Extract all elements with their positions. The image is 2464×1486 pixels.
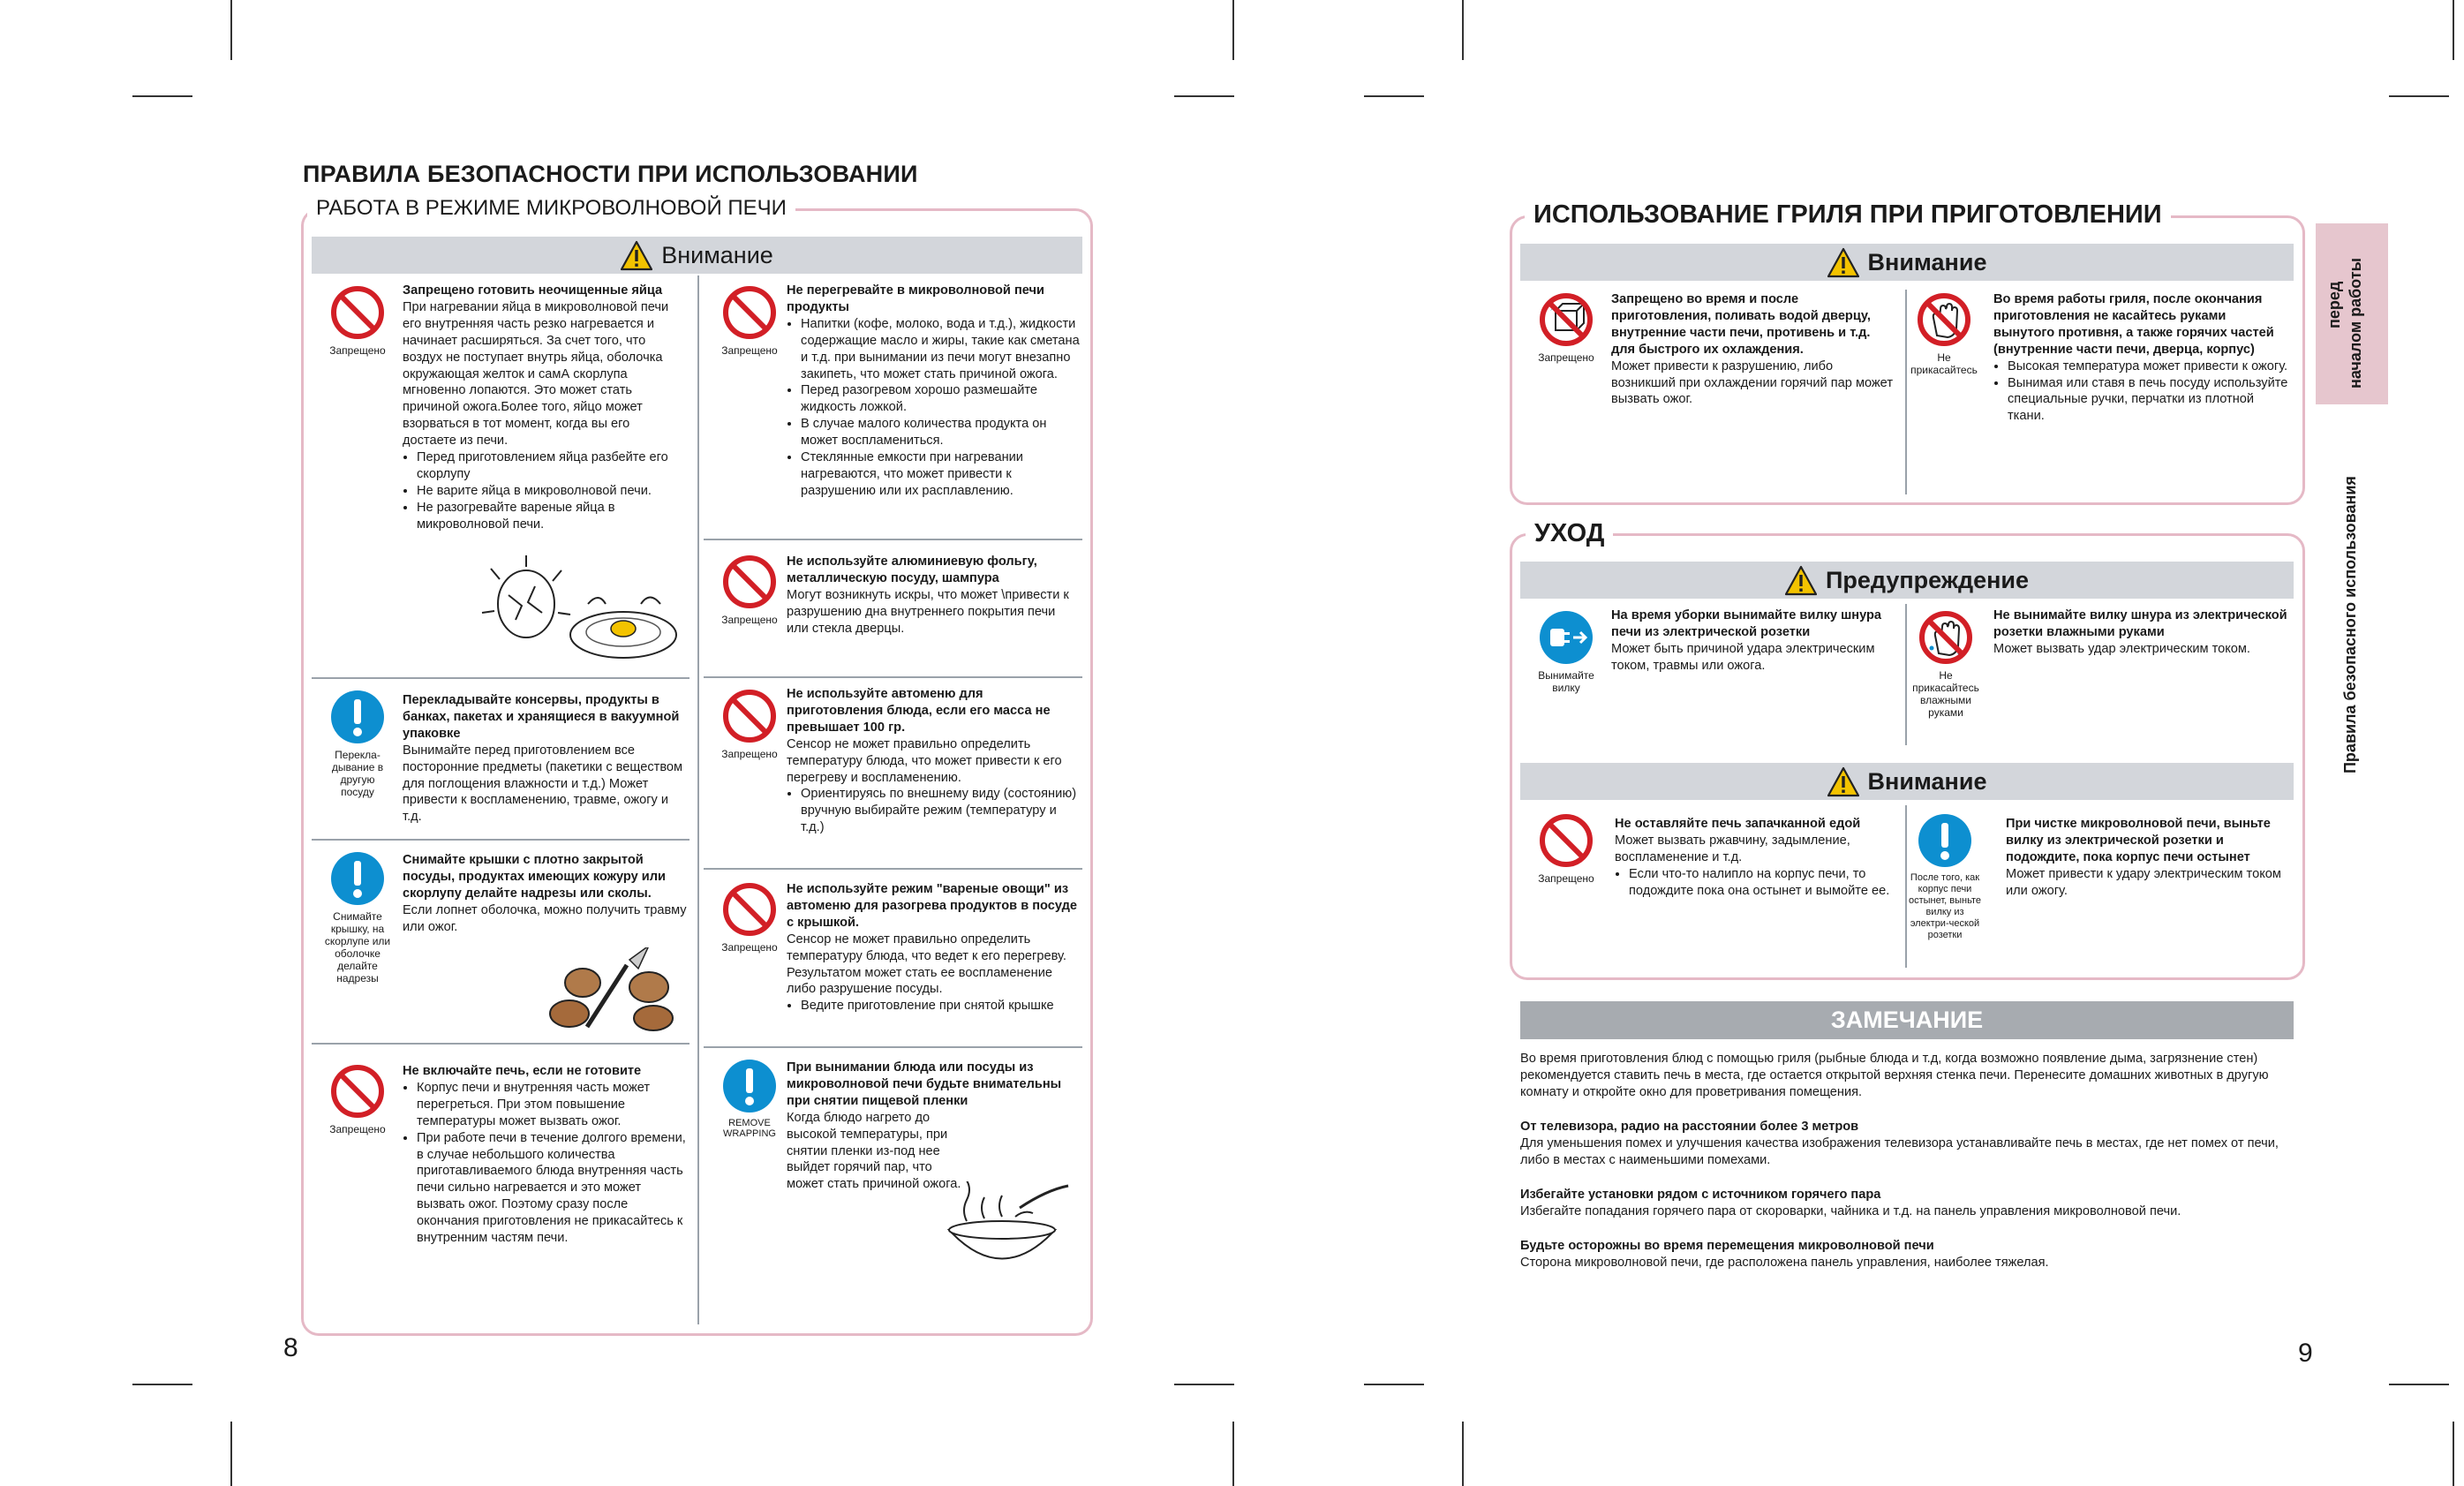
caution-banner: Внимание — [312, 237, 1082, 274]
icon-caption: Не прикасайтесь — [1910, 351, 1978, 376]
bullet: • Ориентируясь по внешнему виду (состоянию) вручную выбирайте режим (температуру и т.д.) — [801, 786, 1080, 836]
note-banner: ЗАМЕЧАНИЕ — [1520, 1001, 2294, 1039]
icon-caption: Перекла-дывание в другую посуду — [331, 749, 384, 798]
item-text: Могут возникнуть искры, что может \привести к разрушению дна внутреннего покрытия печи или стекла дверцы. — [787, 587, 1069, 636]
chestnuts-knife-illustration — [543, 947, 686, 1036]
item-text: Может привести к разрушению, либо возникший при охлаждении горячий пар может вызвать ожог. — [1611, 358, 1894, 407]
notes-block — [1520, 1051, 2297, 1289]
bullet: • Не разогревайте вареные яйца в микроволновой печи. — [417, 500, 687, 533]
warning-item — [312, 680, 689, 839]
steam-bowl-illustration — [931, 1181, 1073, 1279]
tab-label-line1: перед — [2325, 281, 2343, 328]
item-heading: При чистке микроволновой печи, выньте вилку из электрической розетки и подождите, пока корпус печи остынет — [2006, 817, 2271, 864]
warning-item — [704, 871, 1082, 1046]
warning-triangle-icon — [1827, 766, 1859, 797]
warning-item — [1520, 283, 1900, 494]
icon-caption: Не прикасайтесь влажными руками — [1912, 669, 1979, 719]
side-chapter-label: Правила безопасного использования — [2341, 476, 2359, 773]
bullet: • Стеклянные емкости при нагревании нагреваются, что может привести к разрушению или их расплавлению. — [801, 449, 1080, 500]
column-divider — [697, 275, 699, 1324]
bullet: • Перед приготовлением яйца разбейте его скорлупу — [417, 449, 687, 483]
item-heading: На время уборки вынимайте вилку шнура печи из электрической розетки — [1611, 608, 1882, 639]
icon-caption: REMOVE WRAPPING — [723, 1118, 776, 1139]
bullet: • Корпус печи и внутренняя часть может перегреться. При этом повышение температуры может вызвать ожог. — [417, 1080, 687, 1130]
prohibited-icon — [329, 284, 386, 341]
item-heading: Запрещено готовить неочищенные яйца — [403, 283, 663, 298]
icon-caption: Запрещено — [1538, 872, 1594, 885]
item-heading: Не используйте автоменю для приготовления блюда, если его масса не превышает 100 гр. — [787, 687, 1051, 735]
no-wet-hands-icon — [1918, 609, 1974, 666]
warning-item — [1520, 803, 1900, 968]
item-heading: Во время работы гриля, после окончания приготовления не касайтесь руками вынутого противня, а также горячих частей (внутренние части печи, дверца, корпус) — [1993, 292, 2274, 357]
no-water-icon — [1538, 291, 1594, 348]
icon-caption: Запрещено — [721, 748, 778, 760]
row-divider — [704, 1046, 1082, 1048]
prohibited-icon — [721, 881, 778, 938]
page-number: 9 — [2298, 1339, 2313, 1368]
warning-item — [1907, 803, 2294, 968]
warning-item — [1520, 600, 1900, 746]
bullet: • Высокая температура может привести к ожогу. — [2008, 358, 2290, 375]
page-title-left: ПРАВИЛА БЕЗОПАСНОСТИ ПРИ ИСПОЛЬЗОВАНИИ — [303, 161, 918, 187]
icon-caption: Снимайте крышку, на скорлупе или оболочке делайте надрезы — [324, 910, 391, 984]
bullet: • Вынимая или ставя в печь посуду используйте специальные ручки, перчатки из плотной ткани. — [2008, 375, 2290, 426]
item-heading: Снимайте крышки с плотно закрытой посуды, продуктах имеющих кожуру или скорлупу делайте надрезы или сколы. — [403, 853, 667, 901]
item-text: Если лопнет оболочка, можно получить травму или ожог. — [403, 902, 687, 934]
care-section-title: УХОД — [1526, 519, 1613, 548]
row-divider — [704, 539, 1082, 540]
warning-item — [1909, 283, 2294, 494]
bullet: • Не варите яйца в микроволновой печи. — [417, 483, 687, 500]
prohibited-icon — [721, 688, 778, 744]
page-number: 8 — [283, 1333, 298, 1362]
prohibited-icon — [329, 1063, 386, 1120]
item-heading: Не используйте режим "вареные овощи" из автоменю для разогрева продуктов в посуде с крышкой. — [787, 882, 1078, 930]
mandatory-icon — [1917, 812, 1973, 869]
note-paragraph: От телевизора, радио на расстоянии более 3 метров Для уменьшения помех и улучшения качества изображения телевизора устанавливайте печь в местах, где нет помех от печи, либо в местах с наименьшими помехами. — [1520, 1120, 2279, 1167]
bullet: • Напитки (кофе, молоко, вода и т.д.), жидкости содержащие масло и жиры, такие как сметана и т.д. при вынимании из печи могут внезапно закипеть, что может стать причиной ожога. — [801, 316, 1080, 383]
item-text: Может быть причиной удара электрическим током, травмы или ожога. — [1611, 641, 1875, 673]
note-paragraph: Избегайте установки рядом с источником горячего пара Избегайте попадания горячего пара от скороварки, чайника и т.д. на панель управления микроволновой печи. — [1520, 1188, 2181, 1218]
icon-caption: Запрещено — [721, 941, 778, 954]
icon-caption: Запрещено — [721, 614, 778, 626]
warning-item — [704, 541, 1082, 676]
warning-item — [312, 1045, 689, 1324]
warning-item — [1909, 600, 2294, 746]
unplug-icon — [1538, 609, 1594, 666]
warning-item — [704, 275, 1082, 539]
bullet: • Перед разогревом хорошо размешайте жидкость ложкой. — [801, 382, 1080, 416]
mandatory-icon — [329, 689, 386, 745]
grill-caution-banner: Внимание — [1520, 244, 2294, 281]
warning-item — [312, 841, 689, 1043]
warning-triangle-icon — [621, 240, 652, 271]
item-text: Может вызвать удар электрическим током. — [1993, 641, 2250, 656]
mandatory-icon — [721, 1058, 778, 1114]
no-touch-icon — [1916, 291, 1972, 348]
section-title: РАБОТА В РЕЖИМЕ МИКРОВОЛНОВОЙ ПЕЧИ — [307, 196, 795, 221]
item-heading: Перекладывайте консервы, продукты в банках, пакетах и хранящиеся в вакуумной упаковке — [403, 693, 680, 741]
icon-caption: Запрещено — [721, 344, 778, 357]
item-heading: Не используйте алюминиевую фольгу, металлическую посуду, шампура — [787, 554, 1037, 585]
column-divider — [1905, 290, 1907, 494]
warning-triangle-icon — [1827, 247, 1859, 278]
mandatory-icon — [329, 850, 386, 907]
item-text: Сенсор не может правильно определить температуру блюда, что ведет к его перегреву. Результатом может стать ее воспламенение либо разрушение посуды. — [787, 932, 1066, 997]
prohibited-icon — [721, 554, 778, 610]
bullet: • При работе печи в течение долгого времени, в случае небольшого количества приготавливаемого блюда внутренняя часть печи сильно нагревается и это может вызвать ожог. Поэтому сразу после окончания приготовления не прикасайтесь к внутренним частям печи. — [417, 1130, 687, 1247]
warning-item — [704, 1049, 1082, 1324]
row-divider — [704, 868, 1082, 870]
item-text: При нагревании яйца в микроволновой печи его внутренняя часть резко нагревается и начинает расширяться. За счет того, что воздух не поступает внутрь яйца, оболочка окружающая желток и самА скорлупа мгновенно лопаются. Это может стать причиной ожога.Более того, яйцо может взорваться в тот момент, когда вы его достаете из печи. — [403, 299, 669, 449]
prohibited-icon — [1538, 812, 1594, 869]
bullet: • Если что-то налипло на корпус печи, то подождите пока она остынет и вымойте ее. — [1629, 866, 1897, 900]
exploding-egg-illustration — [473, 551, 685, 666]
icon-caption: Запрещено — [329, 1123, 386, 1135]
row-divider — [312, 839, 689, 841]
care-warning-banner: Предупреждение — [1520, 562, 2294, 599]
grill-section-title: ИСПОЛЬЗОВАНИЕ ГРИЛЯ ПРИ ПРИГОТОВЛЕНИИ — [1525, 200, 2171, 230]
care-caution-banner: Внимание — [1520, 763, 2294, 800]
note-paragraph: Будьте осторожны во время перемещения микроволновой печи Сторона микроволновой печи, где расположена панель управления, наиболее тяжелая. — [1520, 1239, 2049, 1270]
icon-caption: После того, как корпус печи остынет, выньте вилку из электри-ческой розетки — [1908, 872, 1982, 940]
item-text: Сенсор не может правильно определить температуру блюда, что может привести к его перегреву и воспламенению. — [787, 736, 1062, 785]
warning-item — [704, 679, 1082, 868]
item-heading: При вынимании блюда или посуды из микроволновой печи будьте внимательны при снятии пищевой пленки — [787, 1060, 1062, 1108]
warning-item — [312, 275, 689, 677]
bullet: • В случае малого количества продукта он может воспламениться. — [801, 416, 1080, 449]
item-text: Вынимайте перед приготовлением все посторонние предметы (пакетики с веществом для поглощения влажности и т.д.) Может привести к воспламенению, травме, ожогу и т.д. — [403, 743, 683, 825]
prohibited-icon — [721, 284, 778, 341]
bullet: • Ведите приготовление при снятой крышке — [801, 998, 1080, 1015]
item-heading: Запрещено во время и после приготовления, поливать водой дверцу, внутренние части печи, противень и т.д. для быстрого их охлаждения. — [1611, 292, 1871, 357]
row-divider — [312, 1043, 689, 1045]
note-paragraph: Во время приготовления блюд с помощью гриля (рыбные блюда и т.д, когда возможно появление дыма, загрязнение стен) рекомендуется ставить печь в места, где остается открытой верхняя стенка печи. Перенесите домашних животных в другую комнату и откройте окно для проветривания помещения. — [1520, 1052, 2269, 1099]
column-divider — [1905, 604, 1907, 745]
item-heading: Не перегревайте в микроволновой печи продукты — [787, 283, 1044, 314]
item-heading: Не оставляйте печь запачканной едой — [1615, 817, 1861, 831]
icon-caption: Вынимайте вилку — [1538, 669, 1594, 694]
item-text: Может привести к удару электрическим током или ожогу. — [2006, 866, 2281, 898]
tab-label-line2: началом работы — [2347, 257, 2364, 388]
row-divider — [312, 677, 689, 679]
icon-caption: Запрещено — [1538, 351, 1594, 364]
item-text: Может вызвать ржавчину, задымление, воспламенение и т.д. — [1615, 833, 1850, 864]
icon-caption: Запрещено — [329, 344, 386, 357]
item-heading: Не включайте печь, если не готовите — [403, 1064, 642, 1078]
warning-triangle-icon — [1785, 565, 1817, 596]
row-divider — [704, 676, 1082, 678]
item-text: Когда блюдо нагрето до высокой температуры, при снятии пленки из-под нее выйдет горячий пар, что может стать причиной ожога. — [787, 1110, 961, 1192]
item-heading: Не вынимайте вилку шнура из электрической розетки влажными руками — [1993, 608, 2287, 639]
